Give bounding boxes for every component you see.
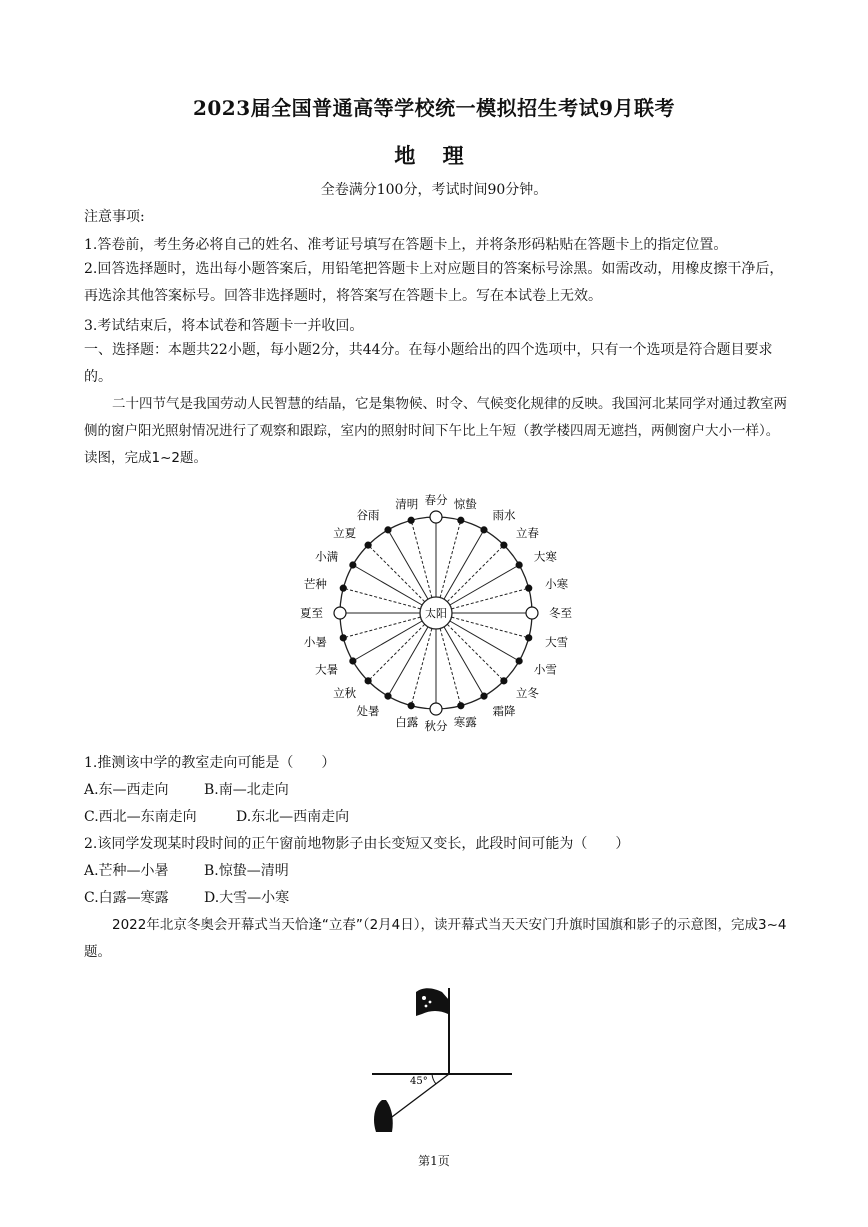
dial-term-label: 大暑 [315,662,339,677]
dial-ray [343,617,420,638]
dial-term-label: 清明 [395,496,419,511]
q2-option-a: A.芒种—小暑 [84,863,169,879]
dial-term-label: 处暑 [356,703,380,718]
dial-term-label: 立冬 [515,685,539,700]
dial-point [516,562,522,568]
dial-point [526,635,532,641]
exam-title: 2023届全国普通高等学校统一模拟招生考试9月联考 [192,96,676,120]
dial-point [526,585,532,591]
dial-point [430,703,442,715]
flag-icon [416,988,449,1016]
dial-term-label: 小寒 [545,576,569,591]
dial-ray [447,624,504,681]
dial-point [481,527,487,533]
dial-point [385,693,391,699]
dial-point [501,678,507,684]
dial-term-label: 小暑 [303,635,327,650]
dial-term-label: 秋分 [424,719,448,733]
question-1-stem: 1.推测该中学的教室走向可能是（ ） [84,755,336,771]
q1-option-a: A.东—西走向 [84,782,169,798]
dial-ray [411,520,432,597]
dial-point [340,635,346,641]
dial-term-label: 惊蛰 [453,496,477,511]
dial-point [481,693,487,699]
notes-heading: 注意事项: [84,209,145,225]
dial-term-label: 夏至 [300,606,323,620]
dial-term-label: 冬至 [549,606,572,620]
note-item-1: 1.答卷前，考生务必将自己的姓名、准考证号填写在答题卡上，并将条形码粘贴在答题卡上的指定位置。 [84,237,728,253]
dial-ray [368,624,425,681]
q1-option-b: B.南—北走向 [204,782,289,798]
dial-point [526,607,538,619]
dial-point [334,607,346,619]
dial-point [501,542,507,548]
dial-point [430,511,442,523]
dial-term-label: 谷雨 [356,508,380,523]
dial-ray [440,628,461,705]
dial-point [408,703,414,709]
passage-2: 2022年北京冬奥会开幕式当天恰逢“立春”（2月4日），读开幕式当天天安门升旗时国旗和影子的示意图，完成3~4题。 [84,917,787,960]
q2-option-c: C.白露—寒露 [84,890,169,906]
page-footer: 第1页 [418,1154,450,1168]
dial-term-label: 芒种 [303,576,327,591]
dial-term-label: 春分 [424,493,448,507]
subject-title: 地 理 [394,143,474,168]
dial-point [458,703,464,709]
dial-point [365,678,371,684]
q1-option-d: D.东北—西南走向 [236,809,350,825]
dial-term-label: 立夏 [333,526,357,541]
note-item-3: 3.考试结束后，将本试卷和答题卡一并收回。 [84,318,364,334]
dial-term-label: 小雪 [533,662,557,677]
dial-ray [440,520,461,597]
dial-point [350,658,356,664]
q2-option-d: D.大雪—小寒 [204,890,290,906]
q1-option-c: C.西北—东南走向 [84,809,197,825]
dial-ray [451,617,528,638]
dial-ray [411,628,432,705]
dial-ray [451,588,528,609]
dial-point [458,517,464,523]
solar-terms-dial [296,488,576,738]
dial-point [385,527,391,533]
dial-point [408,517,414,523]
passage-1: 二十四节气是我国劳动人民智慧的结晶，它是集物候、时令、气候变化规律的反映。我国河北某同学对通过教室两侧的窗户阳光照射情况进行了观察和跟踪，室内的照射时间下午比上午短（教学楼四周无遮挡，两侧窗户大小一样）。读图，完成1~2题。 [84,396,787,466]
dial-term-label: 小满 [315,549,339,564]
dial-term-label: 白露 [395,715,419,730]
question-2-stem: 2.该同学发现某时段时间的正午窗前地物影子由长变短又变长，此段时间可能为（ ） [84,836,630,852]
dial-term-label: 霜降 [492,703,516,718]
dial-point [340,585,346,591]
section-intro: 一、选择题：本题共22小题，每小题2分，共44分。在每小题给出的四个选项中，只有一个选项是符合题目要求的。 [84,342,773,385]
dial-point [516,658,522,664]
dial-term-label: 立春 [515,526,539,541]
dial-ray [447,545,504,602]
q2-option-b: B.惊蛰—清明 [204,863,289,879]
flag-shadow-icon [374,1100,393,1132]
dial-term-label: 大寒 [533,549,557,564]
dial-point [350,562,356,568]
dial-term-label: 立秋 [333,685,357,700]
dial-ray [343,588,420,609]
dial-term-label: 大雪 [545,635,569,650]
dial-point [365,542,371,548]
flag-shadow-figure [352,980,532,1140]
sun-label: 太阳 [425,607,447,620]
note-item-2: 2.回答选择题时，选出每小题答案后，用铅笔把答题卡上对应题目的答案标号涂黑。如需改动，用橡皮擦干净后，再选涂其他答案标号。回答非选择题时，将答案写在答题卡上。写在本试卷上无效。 [84,261,784,304]
exam-meta: 全卷满分100分，考试时间90分钟。 [320,182,548,198]
angle-label: 45° [410,1076,428,1087]
dial-term-label: 雨水 [492,508,516,523]
dial-ray [368,545,425,602]
dial-term-label: 寒露 [453,715,477,730]
